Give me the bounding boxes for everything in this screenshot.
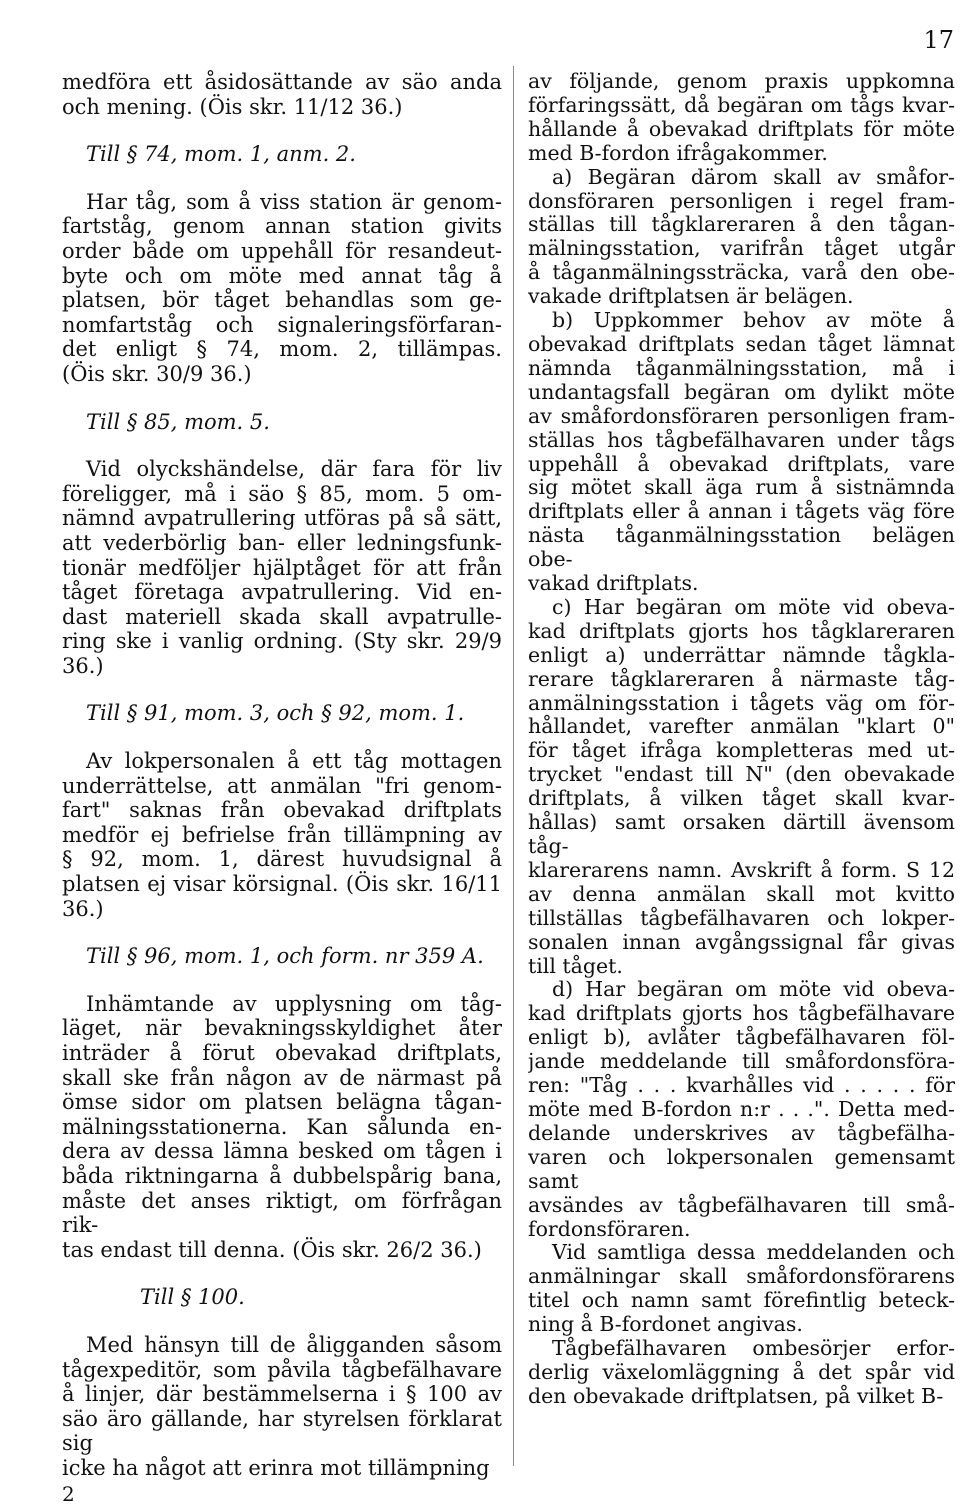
text-line: vakad driftplats. <box>528 571 699 596</box>
text-line: och mening. (Öis skr. 11/12 36.) <box>62 94 403 119</box>
text-line: avsändes av tågbefälhavaren till små- <box>528 1192 955 1217</box>
text-line: hållande å obevakad driftplats för möte <box>528 116 955 141</box>
text-line: anmälningsstation i tågets väg om för- <box>528 690 955 715</box>
text-line: sonalen innan avgångssignal får givas <box>528 929 955 954</box>
text-line: fartståg, genom annan station givits <box>62 214 502 239</box>
paragraph <box>62 1333 502 1481</box>
text-line: mälningsstationerna. Kan sålunda en- <box>62 1114 502 1139</box>
text-line: dera av dessa lämna besked om tågen i <box>62 1139 502 1164</box>
text-line: a) Begäran därom skall av småfor- <box>552 164 955 189</box>
text-line: hållandet, varefter anmälan "klart 0" <box>528 714 955 739</box>
text-line: (Öis skr. 30/9 36.) <box>62 361 252 386</box>
printer-signature-mark: 2 <box>62 1482 75 1506</box>
text-line: ning å B-fordonet angivas. <box>528 1312 803 1337</box>
text-line: medför ej befrielse från tillämpning av <box>62 822 502 847</box>
text-line: platsen ej visar körsignal. (Öis skr. 16/11 <box>62 872 502 897</box>
text-line: jande meddelande till småfordonsföra- <box>528 1049 955 1074</box>
section-heading: Till § 74, mom. 1, anm. 2. <box>86 142 356 167</box>
text-line: byte och om möte med annat tåg å <box>62 263 502 288</box>
text-line: hållas) samt orsaken därtill ävensom tåg- <box>528 810 955 858</box>
paragraph <box>62 457 502 678</box>
text-line: ömse sidor om platsen belägna tågan- <box>62 1090 502 1115</box>
text-line: Har tåg, som å viss station är genom- <box>86 189 502 214</box>
text-line: för tåget ifråga kompletteras med ut- <box>528 738 955 763</box>
text-line: möte med B-fordon n:r . . .". Detta med- <box>528 1096 955 1121</box>
section-heading: Till § 91, mom. 3, och § 92, mom. 1. <box>86 701 465 726</box>
text-line: av småfordonsföraren personligen fram- <box>528 403 955 428</box>
text-line: derlig växelomläggning å det spår vid <box>528 1359 955 1384</box>
text-line: av denna anmälan skall mot kvitto <box>528 881 955 906</box>
text-line: vakade driftplatsen är belägen. <box>528 284 854 309</box>
text-line: tågexpeditör, som påvila tågbefälhavare <box>62 1357 502 1382</box>
text-line: icke ha något att erinra mot tillämpning <box>62 1455 490 1480</box>
text-line: Av lokpersonalen å ett tåg mottagen <box>86 749 502 774</box>
text-line: 36.) <box>62 896 104 921</box>
text-line: ställas till tågklareraren å den tågan- <box>528 212 955 237</box>
text-line: donsföraren personligen i regel fram- <box>528 188 955 213</box>
text-line: ställas hos tågbefälhavaren under tågs <box>528 427 955 452</box>
text-line: tas endast till denna. (Öis skr. 26/2 36.) <box>62 1237 482 1262</box>
text-line: det enligt § 74, mom. 2, tillämpas. <box>62 337 502 362</box>
text-line: enligt a) underrättar nämnde tågkla- <box>528 642 955 667</box>
text-line: inträder å förut obevakad driftplats, <box>62 1041 502 1065</box>
paragraph <box>528 1241 955 1337</box>
text-line: driftplats eller å annan i tågets väg före <box>528 499 955 524</box>
text-line: anmälningar skall småfordonsförarens <box>528 1264 955 1289</box>
text-line: driftplats, å vilken tåget skall kvar- <box>528 786 955 811</box>
text-line: fordonsföraren. <box>528 1216 691 1241</box>
column-divider <box>513 66 514 1466</box>
text-line: tillställas tågbefälhavaren och lokper- <box>528 905 955 930</box>
text-line: måste det anses riktigt, om förfrågan rik- <box>62 1188 502 1238</box>
text-line: till tåget. <box>528 953 623 978</box>
text-line: trycket "endast till N" (den obevakade <box>528 762 955 787</box>
text-line: delande underskrives av tågbefälha- <box>528 1120 955 1145</box>
paragraph <box>528 166 955 309</box>
page-number: 17 <box>923 26 954 54</box>
text-line: uppehåll å obevakad driftplats, vare <box>528 451 955 476</box>
text-line: nomfartståg och signaleringsförfaran- <box>62 312 502 337</box>
text-line: klarerarens namn. Avskrift å form. S 12 <box>528 857 955 882</box>
paragraph <box>528 1337 955 1409</box>
text-line: föreligger, må i säo § 85, mom. 5 om- <box>62 481 502 506</box>
text-line: fart" saknas från obevakad driftplats <box>62 798 502 823</box>
paragraph <box>62 749 502 921</box>
right-column <box>528 70 955 1409</box>
text-line: order både om uppehåll för resandeut- <box>62 238 502 263</box>
text-line: 36.) <box>62 653 104 678</box>
text-line: nämnd avpatrullering utföras på så sätt, <box>62 506 502 531</box>
paragraph <box>62 992 502 1263</box>
text-line: ren: "Tåg . . . kvarhålles vid . . . . . för <box>528 1073 955 1098</box>
text-line: Med hänsyn till de åligganden såsom <box>86 1332 502 1357</box>
text-line: förfaringssätt, då begäran om tågs kvar- <box>528 92 955 117</box>
text-line: ring ske i vanlig ordning. (Sty skr. 29/9 <box>62 629 502 654</box>
text-line: sig mötet skall äga rum å sistnämnda <box>528 475 955 500</box>
text-line: nästa tåganmälningsstation belägen obe- <box>528 523 955 572</box>
paragraph <box>62 70 502 119</box>
text-line: med B-fordon ifrågakommer. <box>528 140 828 165</box>
text-line: c) Har begäran om möte vid obeva- <box>552 594 955 619</box>
text-line: titel och namn samt förefintlig beteck- <box>528 1288 955 1313</box>
text-line: att vederbörlig ban- eller ledningsfunk- <box>62 530 502 555</box>
paragraph <box>528 309 955 596</box>
text-line: å linjer, där bestämmelserna i § 100 av <box>62 1382 502 1407</box>
text-line: dast materiell skada skall avpatrulle- <box>62 604 502 629</box>
text-line: Vid olyckshändelse, där fara för liv <box>86 457 502 482</box>
text-line: b) Uppkommer behov av möte å <box>552 308 955 333</box>
section-heading: Till § 96, mom. 1, och form. nr 359 A. <box>86 944 484 969</box>
text-line: säo äro gällande, har styrelsen förklarat sig <box>62 1406 502 1456</box>
text-line: av följande, genom praxis uppkomna <box>528 70 955 93</box>
text-line: platsen, bör tåget behandlas som ge- <box>62 288 502 313</box>
paragraph <box>528 596 955 979</box>
text-line: Inhämtande av upplysning om tåg- <box>86 991 502 1016</box>
paragraph <box>528 978 955 1241</box>
text-line: mälningsstation, varifrån tåget utgår <box>528 236 955 261</box>
text-line: tåget företaga avpatrullering. Vid en- <box>62 580 502 605</box>
text-line: å tåganmälningssträcka, varå den obe- <box>528 260 955 285</box>
text-line: nämnda tåganmälningsstation, må i <box>528 355 955 380</box>
text-line: medföra ett åsidosättande av säo anda <box>62 70 502 94</box>
text-line: den obevakade driftplatsen, på vilket B- <box>528 1383 944 1408</box>
text-line: kad driftplats gjorts hos tågklareraren <box>528 618 955 643</box>
text-line: underrättelse, att anmälan "fri genom- <box>62 773 502 798</box>
text-line: kad driftplats gjorts hos tågbefälhavare <box>528 1001 955 1026</box>
text-line: undantagsfall begäran om dylikt möte <box>528 379 955 404</box>
text-line: rerare tågklareraren å närmaste tåg- <box>528 666 955 691</box>
section-heading: Till § 85, mom. 5. <box>86 409 270 434</box>
text-line: båda riktningarna å dubbelspårig bana, <box>62 1163 502 1188</box>
text-line: skall ske från någon av de närmast på <box>62 1065 502 1090</box>
left-column <box>62 70 502 1481</box>
section-heading: Till § 100. <box>140 1285 245 1310</box>
text-line: § 92, mom. 1, därest huvudsignal å <box>62 847 502 872</box>
text-line: varen och lokpersonalen gemensamt samt <box>528 1144 955 1193</box>
text-line: läget, när bevakningsskyldighet åter <box>62 1016 502 1041</box>
paragraph <box>62 190 502 387</box>
text-line: tionär medföljer hjälptåget för att från <box>62 555 502 580</box>
text-line: enligt b), avlåter tågbefälhavaren föl- <box>528 1025 955 1050</box>
text-line: d) Har begäran om möte vid obeva- <box>552 977 955 1002</box>
text-line: obevakad driftplats sedan tåget lämnat <box>528 331 955 356</box>
text-line: Vid samtliga dessa meddelanden och <box>552 1240 955 1265</box>
text-line: Tågbefälhavaren ombesörjer erfor- <box>552 1336 955 1361</box>
paragraph <box>528 70 955 166</box>
